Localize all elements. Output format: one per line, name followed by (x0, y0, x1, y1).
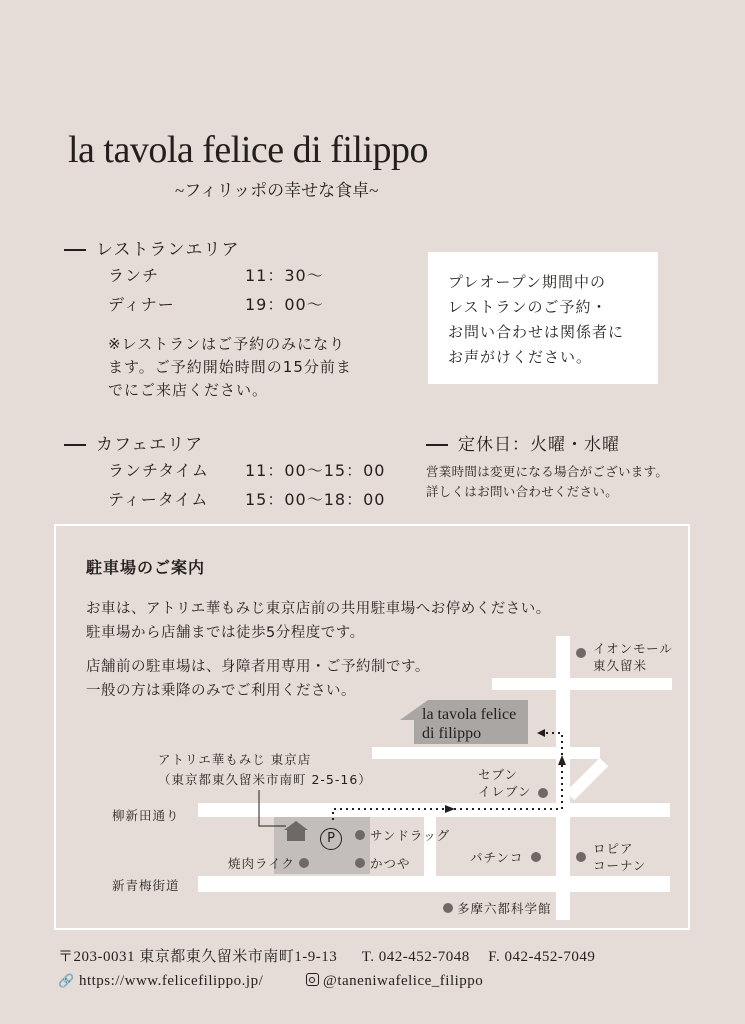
road-label-yanagishinden: 柳新田通り (112, 808, 180, 823)
holiday-note (426, 462, 668, 502)
ropia-marker (576, 852, 586, 862)
note-line: ※レストランはご予約のみになり (108, 335, 346, 353)
pachinko-label: パチンコ (470, 850, 524, 865)
restaurant-dinner-label: ディナー (108, 295, 175, 314)
instagram-handle[interactable]: @taneniwafelice_filippo (323, 973, 484, 989)
atelier-leader-line (258, 790, 298, 830)
atelier-address: （東京都東久留米市南町 2-5-16） (158, 772, 372, 787)
website-link[interactable]: https://www.felicefilippo.jp/ (78, 973, 264, 989)
instagram-icon (306, 973, 319, 986)
footer-contact (58, 945, 595, 966)
dash-mark (426, 444, 448, 446)
yakiniku-label: 焼肉ライク (228, 856, 295, 871)
ropia-label-line: コーナン (593, 858, 647, 873)
cafe-lunch-label: ランチタイム (108, 461, 209, 480)
preopen-line: レストランのご予約・ (448, 298, 608, 316)
parking-line: 店舗前の駐車場は、身障者用専用・ご予約制です。 (86, 659, 430, 675)
dash-mark (64, 249, 86, 251)
aeon-label (593, 640, 673, 674)
note-line: ます。ご予約開始時間の15分前ま (108, 358, 352, 376)
ropia-label-line: ロピア (593, 841, 634, 856)
cafe-lunch-time: 11：00〜15：00 (245, 461, 386, 480)
holiday-heading-text: 定休日：火曜・水曜 (458, 435, 620, 455)
holiday-note-line: 詳しくはお問い合わせください。 (426, 484, 619, 499)
footer-address: 〒203-0031 東京都東久留米市南町1-9-13 (58, 949, 338, 965)
preopen-line: お問い合わせは関係者に (448, 323, 625, 341)
seven-label-line: イレブン (478, 784, 532, 799)
note-line: でにご来店ください。 (108, 381, 269, 399)
road-aeon (492, 678, 672, 690)
parking-icon: P (320, 828, 342, 850)
seven-label-line: セブン (478, 767, 519, 782)
aeon-label-line: 東久留米 (593, 658, 648, 673)
cafe-heading (64, 430, 203, 455)
parking-heading: 駐車場のご案内 (86, 558, 206, 577)
yakiniku-marker (299, 858, 309, 868)
parking-line: 一般の方は乗降のみでご利用ください。 (86, 683, 356, 699)
tama-marker (443, 903, 453, 913)
seven-eleven-marker (538, 788, 548, 798)
atelier-name: アトリエ華もみじ 東京店 (158, 752, 312, 767)
restaurant-dinner-time: 19：00〜 (245, 295, 324, 314)
restaurant-lunch-label: ランチ (108, 266, 160, 285)
aeon-marker (576, 648, 586, 658)
shop-name-line: la tavola felice (422, 706, 517, 723)
preopen-line: お声がけください。 (448, 348, 593, 366)
cafe-tea-label: ティータイム (108, 490, 209, 509)
link-icon: 🔗 (58, 973, 75, 988)
page-subtitle: ~フィリッポの幸せな食卓~ (175, 181, 379, 200)
footer-links (58, 973, 483, 990)
restaurant-note (108, 333, 352, 402)
parking-line: 駐車場から店舗までは徒歩5分程度です。 (86, 625, 365, 641)
cafe-heading-text: カフェエリア (96, 435, 204, 455)
dash-mark (64, 444, 86, 446)
sundrug-marker (355, 830, 365, 840)
cafe-tea-time: 15：00〜18：00 (245, 490, 386, 509)
shop-name-line: di filippo (422, 725, 482, 742)
restaurant-heading (64, 235, 240, 260)
road-label-shinome: 新青梅街道 (112, 878, 180, 893)
aeon-label-line: イオンモール (593, 641, 673, 656)
pachinko-marker (531, 852, 541, 862)
sundrug-label: サンドラッグ (370, 828, 451, 843)
footer-tel: T. 042-452-7048 (361, 949, 470, 965)
preopen-line: プレオープン期間中の (448, 273, 607, 291)
restaurant-lunch-time: 11：30〜 (245, 266, 324, 285)
holiday-heading (426, 430, 620, 455)
seven-eleven-label (478, 766, 532, 800)
katsuya-marker (355, 858, 365, 868)
parking-line: お車は、アトリエ華もみじ東京店前の共用駐車場へお停めください。 (86, 601, 551, 617)
restaurant-heading-text: レストランエリア (96, 240, 240, 260)
tama-label: 多摩六都科学館 (457, 901, 552, 916)
ropia-label (593, 840, 646, 874)
preopen-notice (428, 252, 658, 384)
atelier-label (158, 751, 372, 788)
footer-fax: F. 042-452-7049 (488, 949, 596, 965)
page-title: la tavola felice di filippo (68, 129, 429, 171)
holiday-note-line: 営業時間は変更になる場合がございます。 (426, 464, 669, 479)
katsuya-label: かつや (370, 856, 411, 871)
